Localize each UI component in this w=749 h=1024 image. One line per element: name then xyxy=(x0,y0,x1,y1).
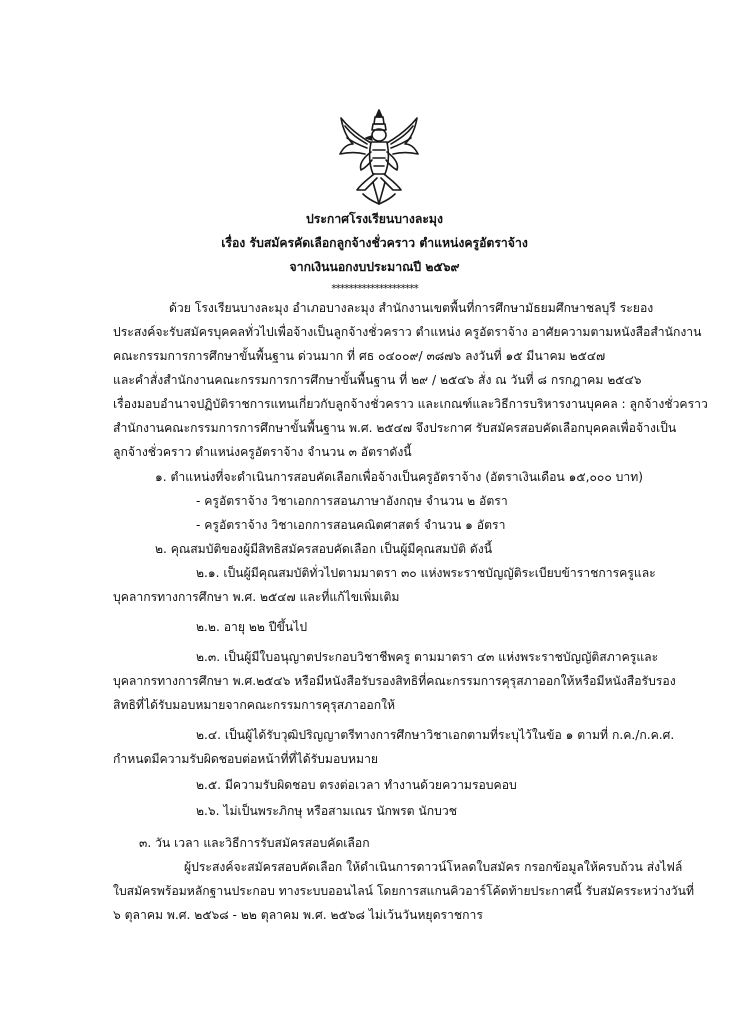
section-3-heading: ๓. วัน เวลา และวิธีการรับสมัครสอบคัดเลือก xyxy=(139,836,370,850)
announcement-subject: เรื่อง รับสมัครคัดเลือกลูกจ้างชั่วคราว ตำแหน่งครูอัตราจ้าง xyxy=(221,236,528,250)
qualification-1-line-2: บุคลากรทางการศึกษา พ.ศ. ๒๕๔๗ และที่แก้ไขเพิ่มเติม xyxy=(113,590,400,604)
qualification-3-line-1: ๒.๓. เป็นผู้มีใบอนุญาตประกอบวิชาชีพครู ตามมาตรา ๔๓ แห่งพระราชบัญญัติสภาครูและ xyxy=(196,650,659,664)
intro-line-5: เรื่องมอบอำนาจปฏิบัติราชการแทนเกี่ยวกับลูกจ้างชั่วคราว และเกณฑ์และวิธีการบริหารงานบุคคล : ลูกจ้างชั่วคราว xyxy=(113,397,708,411)
section-2-heading: ๒. คุณสมบัติของผู้มีสิทธิสมัครสอบคัดเลือก เป็นผู้มีคุณสมบัติ ดังนี้ xyxy=(155,542,493,556)
intro-line-3: คณะกรรมการการศึกษาขั้นพื้นฐาน ด่วนมาก ที่ ศธ ๐๔๐๐๙/ ๓๘๗๖ ลงวันที่ ๑๕ มีนาคม ๒๕๔๗ xyxy=(113,349,606,363)
section-3-line-3: ๖ ตุลาคม พ.ศ. ๒๕๖๘ - ๒๒ ตุลาคม พ.ศ. ๒๕๖๘ ไม่เว้นวันหยุดราชการ xyxy=(113,908,483,922)
section-1-item-english: - ครูอัตราจ้าง วิชาเอกการสอนภาษาอังกฤษ จำนวน ๒ อัตรา xyxy=(196,494,508,508)
intro-line-6: สำนักงานคณะกรรมการการศึกษาขั้นพื้นฐาน พ.ศ. ๒๕๔๗ จึงประกาศ รับสมัครสอบคัดเลือกบุคคลเพื่อจ้างเป็น xyxy=(113,421,677,435)
qualification-6: ๒.๖. ไม่เป็นพระภิกษุ หรือสามเณร นักพรต นักบวช xyxy=(196,804,457,818)
qualification-1-line-1: ๒.๑. เป็นผู้มีคุณสมบัติทั่วไปตามมาตรา ๓๐ แห่งพระราชบัญญัติระเบียบข้าราชการครูและ xyxy=(196,566,656,580)
intro-line-4: และคำสั่งสำนักงานคณะกรรมการการศึกษาขั้นพื้นฐาน ที่ ๒๙ / ๒๕๔๖ สั่ง ณ วันที่ ๘ กรกฎาคม ๒๕๔๖ xyxy=(113,373,642,387)
qualification-4-line-1: ๒.๔. เป็นผู้ได้รับวุฒิปริญญาตรีทางการศึกษาวิชาเอกตามที่ระบุไว้ในข้อ ๑ ตามที่ ก.ค./ก.ค.ศ. xyxy=(196,728,675,742)
garuda-emblem-icon xyxy=(337,108,421,206)
section-3-line-2: ใบสมัครพร้อมหลักฐานประกอบ ทางระบบออนไลน์ โดยการสแกนคิวอาร์โค้ดท้ายประกาศนี้ รับสมัครระหว่างวันที่ xyxy=(113,884,695,898)
qualification-5: ๒.๕. มีความรับผิดชอบ ตรงต่อเวลา ทำงานด้วยความรอบคอบ xyxy=(196,778,517,792)
intro-line-1: ด้วย โรงเรียนบางละมุง อำเภอบางละมุง สำนักงานเขตพื้นที่การศึกษามัธยมศึกษาชลบุรี ระยอง xyxy=(169,301,654,315)
intro-line-2: ประสงค์จะรับสมัครบุคคลทั่วไปเพื่อจ้างเป็นลูกจ้างชั่วคราว ตำแหน่ง ครูอัตราจ้าง อาศัยความตามหนังสือสำนักงาน xyxy=(113,325,702,339)
intro-line-7: ลูกจ้างชั่วคราว ตำแหน่งครูอัตราจ้าง จำนวน ๓ อัตราดังนี้ xyxy=(113,445,412,459)
section-1-item-math: - ครูอัตราจ้าง วิชาเอกการสอนคณิตศาสตร์ จำนวน ๑ อัตรา xyxy=(196,518,506,532)
qualification-4-line-2: กำหนดมีความรับผิดชอบต่อหน้าที่ที่ได้รับมอบหมาย xyxy=(113,752,379,766)
title-separator: ******************** xyxy=(331,282,418,295)
announcement-budget: จากเงินนอกงบประมาณปี ๒๕๖๙ xyxy=(289,260,460,274)
qualification-2: ๒.๒. อายุ ๒๒ ปีขึ้นไป xyxy=(196,620,308,634)
section-3-line-1: ผู้ประสงค์จะสมัครสอบคัดเลือก ให้ดำเนินการดาวน์โหลดใบสมัคร กรอกข้อมูลให้ครบถ้วน ส่งไฟล์ xyxy=(184,860,683,874)
announcement-title: ประกาศโรงเรียนบางละมุง xyxy=(306,212,443,226)
qualification-3-line-3: สิทธิที่ได้รับมอบหมายจากคณะกรรมการคุรุสภาออกให้ xyxy=(113,698,396,712)
qualification-3-line-2: บุคลากรทางการศึกษา พ.ศ.๒๕๔๖ หรือมีหนังสือรับรองสิทธิที่คณะกรรมการคุรุสภาออกให้หรือมีหนังสือรับรอง xyxy=(113,674,676,688)
section-1-heading: ๑. ตำแหน่งที่จะดำเนินการสอบคัดเลือกเพื่อจ้างเป็นครูอัตราจ้าง (อัตราเงินเดือน ๑๕,๐๐๐ บาท) xyxy=(155,470,644,484)
